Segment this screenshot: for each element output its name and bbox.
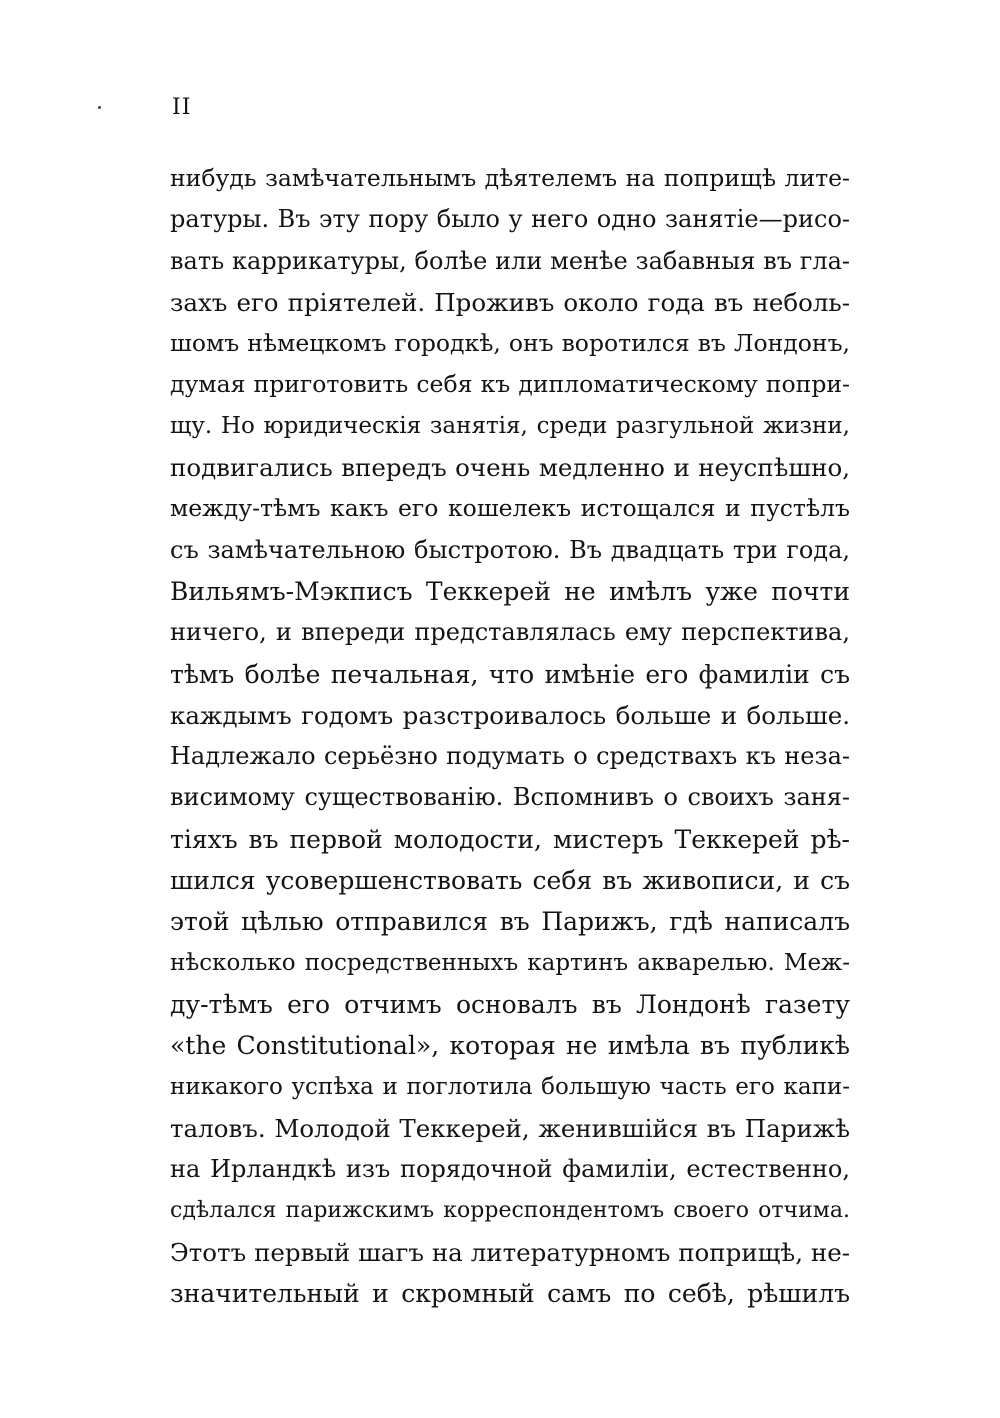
text-line: значительный и скромный самъ по себѣ, рѣшилъ	[170, 1279, 850, 1309]
text-line: нибудь замѣчательнымъ дѣятелемъ на поприщѣ лите-	[170, 164, 850, 192]
text-line: захъ его пріятелей. Проживъ около года въ неболь-	[170, 287, 850, 317]
text-line: таловъ. Молодой Теккерей, женившійся въ Парижѣ	[170, 1113, 850, 1143]
text-line: Вильямъ-Мэкписъ Теккерей не имѣлъ уже почти	[170, 576, 850, 606]
text-line: вать каррикатуры, болѣе или менѣе забавныя въ гла-	[170, 246, 850, 275]
text-line: этой цѣлью отправился въ Парижъ, гдѣ написалъ	[170, 907, 850, 937]
text-line: думая приготовить себя къ дипломатическому попри-	[170, 370, 850, 399]
text-line: Надлежало серьёзно подумать о средствахъ къ неза-	[170, 742, 850, 771]
text-line: шился усовершенствовать себя въ живописи, и съ	[170, 866, 850, 896]
text-line: нѣсколько посредственныхъ картинъ акварелью. Меж-	[170, 949, 850, 976]
text-line: на Ирландкѣ изъ порядочной фамиліи, естественно,	[170, 1155, 850, 1184]
text-line: между-тѣмъ какъ его кошелекъ истощался и пустѣлъ	[170, 494, 850, 523]
text-line: подвигались впередъ очень медленно и неуспѣшно,	[170, 453, 850, 483]
text-line: тіяхъ въ первой молодости, мистеръ Теккерей рѣ-	[170, 824, 850, 854]
text-line: съ замѣчательною быстротою. Въ двадцать три года,	[170, 535, 850, 564]
text-line: сдѣлался парижскимъ корреспондентомъ своего отчима.	[170, 1198, 850, 1224]
print-speck	[98, 106, 101, 109]
text-line: каждымъ годомъ разстроивалось больше и больше.	[170, 700, 850, 730]
page-number: II	[172, 95, 192, 120]
text-line: щу. Но юридическія занятія, среди разгульной жизни,	[170, 412, 850, 439]
text-line: ничего, и впереди представлялась ему перспектива,	[170, 618, 850, 647]
text-line: шомъ нѣмецкомъ городкѣ, онъ воротился въ Лондонъ,	[170, 329, 850, 358]
body-text	[170, 158, 850, 1314]
text-line: тѣмъ болѣе печальная, что имѣніе его фамиліи съ	[170, 659, 850, 689]
text-line: ратуры. Въ эту пору было у него одно занятіе—рисо-	[170, 205, 850, 234]
text-line: Этотъ первый шагъ на литературномъ поприщѣ, не-	[170, 1237, 850, 1267]
text-line: висимому существованію. Вспомнивъ о своихъ заня-	[170, 783, 850, 812]
text-line: «the Constitutional», которая не имѣла въ публикѣ	[170, 1031, 850, 1061]
text-line: никакого успѣха и поглотила большую часть его капи-	[170, 1073, 850, 1100]
text-line: ду-тѣмъ его отчимъ основалъ въ Лондонѣ газету	[170, 989, 850, 1019]
